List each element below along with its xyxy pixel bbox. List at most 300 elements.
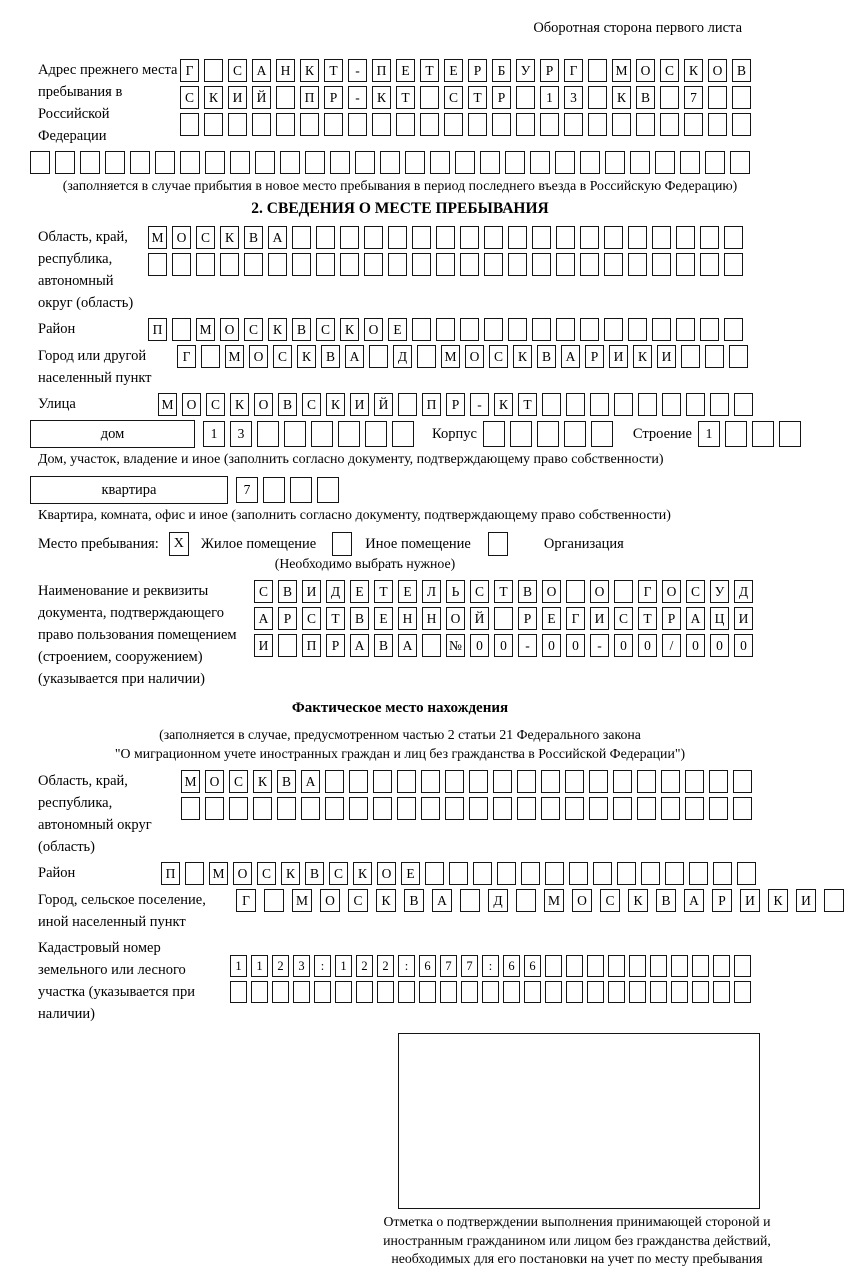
char-box[interactable]: Е xyxy=(398,580,417,603)
char-box[interactable] xyxy=(580,253,599,276)
char-box[interactable]: С xyxy=(470,580,489,603)
char-box[interactable] xyxy=(292,226,311,249)
char-box[interactable] xyxy=(692,981,709,1003)
char-box[interactable] xyxy=(729,345,748,368)
char-box[interactable]: О xyxy=(172,226,191,249)
char-box[interactable] xyxy=(277,797,296,820)
char-box[interactable] xyxy=(605,151,625,174)
char-box[interactable]: Г xyxy=(180,59,199,82)
char-box[interactable]: 1 xyxy=(230,955,247,977)
char-box[interactable] xyxy=(440,981,457,1003)
char-box[interactable] xyxy=(630,151,650,174)
char-box[interactable] xyxy=(369,345,388,368)
char-box[interactable] xyxy=(613,770,632,793)
apartment-type-box[interactable]: квартира xyxy=(30,476,228,504)
char-box[interactable] xyxy=(420,86,439,109)
char-box[interactable]: П xyxy=(422,393,441,416)
char-box[interactable]: Н xyxy=(398,607,417,630)
char-box[interactable] xyxy=(556,318,575,341)
char-box[interactable]: С xyxy=(660,59,679,82)
char-box[interactable] xyxy=(204,113,223,136)
char-box[interactable] xyxy=(593,862,612,885)
char-box[interactable] xyxy=(276,113,295,136)
char-box[interactable]: Г xyxy=(236,889,256,912)
char-box[interactable] xyxy=(55,151,75,174)
char-box[interactable] xyxy=(293,981,310,1003)
char-box[interactable] xyxy=(517,797,536,820)
char-box[interactable] xyxy=(257,421,279,447)
char-box[interactable] xyxy=(314,981,331,1003)
char-box[interactable] xyxy=(613,797,632,820)
char-box[interactable] xyxy=(580,318,599,341)
char-box[interactable] xyxy=(180,113,199,136)
char-box[interactable] xyxy=(317,477,339,503)
char-box[interactable] xyxy=(252,113,271,136)
char-box[interactable]: С xyxy=(302,607,321,630)
char-box[interactable]: 0 xyxy=(614,634,633,657)
char-box[interactable] xyxy=(220,253,239,276)
char-box[interactable]: 7 xyxy=(236,477,258,503)
char-box[interactable] xyxy=(348,113,367,136)
char-box[interactable] xyxy=(230,981,247,1003)
char-box[interactable] xyxy=(628,318,647,341)
char-box[interactable] xyxy=(608,981,625,1003)
char-box[interactable] xyxy=(588,86,607,109)
char-box[interactable] xyxy=(324,113,343,136)
char-box[interactable] xyxy=(305,151,325,174)
char-box[interactable]: О xyxy=(708,59,727,82)
char-box[interactable] xyxy=(724,318,743,341)
char-box[interactable] xyxy=(652,253,671,276)
char-box[interactable] xyxy=(734,393,753,416)
char-box[interactable] xyxy=(268,253,287,276)
char-box[interactable]: С xyxy=(316,318,335,341)
char-box[interactable] xyxy=(480,151,500,174)
char-box[interactable]: И xyxy=(350,393,369,416)
char-box[interactable]: Й xyxy=(252,86,271,109)
char-box[interactable] xyxy=(588,113,607,136)
dwelling-checkbox[interactable]: X xyxy=(169,532,189,556)
char-box[interactable]: О xyxy=(220,318,239,341)
char-box[interactable]: К xyxy=(684,59,703,82)
char-box[interactable]: В xyxy=(350,607,369,630)
char-box[interactable] xyxy=(180,151,200,174)
char-box[interactable] xyxy=(493,797,512,820)
char-box[interactable]: М xyxy=(158,393,177,416)
char-box[interactable] xyxy=(590,393,609,416)
char-box[interactable] xyxy=(417,345,436,368)
char-box[interactable]: У xyxy=(710,580,729,603)
char-box[interactable] xyxy=(641,862,660,885)
char-box[interactable] xyxy=(612,113,631,136)
char-box[interactable]: М xyxy=(612,59,631,82)
char-box[interactable]: В xyxy=(278,393,297,416)
char-box[interactable]: Р xyxy=(326,634,345,657)
char-box[interactable]: С xyxy=(254,580,273,603)
char-box[interactable] xyxy=(686,393,705,416)
char-box[interactable]: Л xyxy=(422,580,441,603)
char-box[interactable]: № xyxy=(446,634,465,657)
char-box[interactable] xyxy=(516,113,535,136)
char-box[interactable] xyxy=(660,86,679,109)
char-box[interactable]: В xyxy=(244,226,263,249)
char-box[interactable] xyxy=(608,955,625,977)
char-box[interactable]: А xyxy=(684,889,704,912)
char-box[interactable] xyxy=(497,862,516,885)
char-box[interactable] xyxy=(436,226,455,249)
char-box[interactable] xyxy=(468,113,487,136)
char-box[interactable]: 2 xyxy=(356,955,373,977)
char-box[interactable] xyxy=(377,981,394,1003)
char-box[interactable] xyxy=(196,253,215,276)
char-box[interactable]: А xyxy=(432,889,452,912)
char-box[interactable]: К xyxy=(376,889,396,912)
char-box[interactable]: 1 xyxy=(698,421,720,447)
char-box[interactable]: С xyxy=(273,345,292,368)
char-box[interactable] xyxy=(230,151,250,174)
char-box[interactable] xyxy=(148,253,167,276)
char-box[interactable]: К xyxy=(326,393,345,416)
char-box[interactable] xyxy=(516,86,535,109)
char-box[interactable] xyxy=(524,981,541,1003)
char-box[interactable] xyxy=(30,151,50,174)
char-box[interactable]: П xyxy=(372,59,391,82)
char-box[interactable]: С xyxy=(302,393,321,416)
char-box[interactable]: 6 xyxy=(503,955,520,977)
char-box[interactable]: М xyxy=(441,345,460,368)
char-box[interactable] xyxy=(713,862,732,885)
char-box[interactable]: К xyxy=(220,226,239,249)
char-box[interactable]: В xyxy=(278,580,297,603)
char-box[interactable] xyxy=(365,421,387,447)
char-box[interactable] xyxy=(737,862,756,885)
char-box[interactable] xyxy=(661,797,680,820)
char-box[interactable] xyxy=(752,421,774,447)
char-box[interactable] xyxy=(349,770,368,793)
char-box[interactable] xyxy=(205,797,224,820)
char-box[interactable]: 7 xyxy=(440,955,457,977)
char-box[interactable]: Р xyxy=(492,86,511,109)
char-box[interactable]: К xyxy=(494,393,513,416)
char-box[interactable] xyxy=(732,86,751,109)
char-box[interactable]: 0 xyxy=(566,634,585,657)
char-box[interactable] xyxy=(392,421,414,447)
char-box[interactable] xyxy=(724,226,743,249)
char-box[interactable] xyxy=(436,253,455,276)
char-box[interactable] xyxy=(316,253,335,276)
char-box[interactable]: 3 xyxy=(564,86,583,109)
char-box[interactable]: Ь xyxy=(446,580,465,603)
char-box[interactable] xyxy=(278,634,297,657)
char-box[interactable]: Т xyxy=(494,580,513,603)
char-box[interactable] xyxy=(676,253,695,276)
char-box[interactable]: 1 xyxy=(251,955,268,977)
char-box[interactable]: И xyxy=(228,86,247,109)
char-box[interactable]: И xyxy=(254,634,273,657)
char-box[interactable]: : xyxy=(398,955,415,977)
char-box[interactable] xyxy=(251,981,268,1003)
char-box[interactable]: В xyxy=(518,580,537,603)
char-box[interactable] xyxy=(201,345,220,368)
char-box[interactable]: 1 xyxy=(203,421,225,447)
char-box[interactable]: С xyxy=(229,770,248,793)
char-box[interactable]: К xyxy=(204,86,223,109)
char-box[interactable]: Т xyxy=(396,86,415,109)
char-box[interactable] xyxy=(628,226,647,249)
char-box[interactable]: К xyxy=(300,59,319,82)
char-box[interactable]: О xyxy=(572,889,592,912)
char-box[interactable]: М xyxy=(196,318,215,341)
char-box[interactable]: С xyxy=(329,862,348,885)
char-box[interactable] xyxy=(532,226,551,249)
char-box[interactable] xyxy=(700,226,719,249)
char-box[interactable]: С xyxy=(686,580,705,603)
char-box[interactable] xyxy=(732,113,751,136)
char-box[interactable] xyxy=(130,151,150,174)
char-box[interactable]: К xyxy=(253,770,272,793)
char-box[interactable] xyxy=(708,113,727,136)
char-box[interactable] xyxy=(681,345,700,368)
char-box[interactable] xyxy=(397,770,416,793)
char-box[interactable]: К xyxy=(340,318,359,341)
char-box[interactable]: М xyxy=(209,862,228,885)
char-box[interactable]: Н xyxy=(276,59,295,82)
char-box[interactable]: - xyxy=(518,634,537,657)
char-box[interactable]: М xyxy=(225,345,244,368)
char-box[interactable]: С xyxy=(206,393,225,416)
char-box[interactable]: М xyxy=(292,889,312,912)
char-box[interactable]: В xyxy=(292,318,311,341)
char-box[interactable] xyxy=(566,955,583,977)
char-box[interactable] xyxy=(569,862,588,885)
char-box[interactable] xyxy=(530,151,550,174)
char-box[interactable] xyxy=(689,862,708,885)
char-box[interactable]: 0 xyxy=(470,634,489,657)
char-box[interactable] xyxy=(508,318,527,341)
char-box[interactable] xyxy=(671,981,688,1003)
char-box[interactable] xyxy=(516,889,536,912)
char-box[interactable] xyxy=(405,151,425,174)
char-box[interactable]: Д xyxy=(488,889,508,912)
char-box[interactable]: А xyxy=(252,59,271,82)
char-box[interactable]: А xyxy=(301,770,320,793)
char-box[interactable] xyxy=(617,862,636,885)
char-box[interactable] xyxy=(713,955,730,977)
char-box[interactable]: Г xyxy=(638,580,657,603)
char-box[interactable]: С xyxy=(489,345,508,368)
char-box[interactable] xyxy=(660,113,679,136)
char-box[interactable] xyxy=(172,318,191,341)
char-box[interactable] xyxy=(521,862,540,885)
char-box[interactable] xyxy=(253,797,272,820)
char-box[interactable]: В xyxy=(656,889,676,912)
char-box[interactable]: Р xyxy=(468,59,487,82)
char-box[interactable]: Д xyxy=(326,580,345,603)
char-box[interactable]: Р xyxy=(278,607,297,630)
char-box[interactable] xyxy=(540,113,559,136)
char-box[interactable] xyxy=(460,318,479,341)
char-box[interactable] xyxy=(482,981,499,1003)
char-box[interactable]: К xyxy=(353,862,372,885)
char-box[interactable] xyxy=(421,770,440,793)
char-box[interactable]: : xyxy=(482,955,499,977)
char-box[interactable] xyxy=(340,253,359,276)
char-box[interactable] xyxy=(205,151,225,174)
char-box[interactable]: С xyxy=(444,86,463,109)
char-box[interactable]: - xyxy=(590,634,609,657)
char-box[interactable]: 0 xyxy=(542,634,561,657)
char-box[interactable]: К xyxy=(297,345,316,368)
char-box[interactable] xyxy=(460,226,479,249)
char-box[interactable]: К xyxy=(612,86,631,109)
char-box[interactable]: О xyxy=(205,770,224,793)
char-box[interactable] xyxy=(280,151,300,174)
char-box[interactable]: Т xyxy=(324,59,343,82)
char-box[interactable] xyxy=(155,151,175,174)
char-box[interactable] xyxy=(565,797,584,820)
char-box[interactable] xyxy=(700,318,719,341)
char-box[interactable]: К xyxy=(230,393,249,416)
char-box[interactable]: В xyxy=(305,862,324,885)
char-box[interactable] xyxy=(325,770,344,793)
char-box[interactable]: Р xyxy=(518,607,537,630)
char-box[interactable]: О xyxy=(377,862,396,885)
char-box[interactable] xyxy=(364,226,383,249)
char-box[interactable] xyxy=(604,318,623,341)
char-box[interactable]: 3 xyxy=(230,421,252,447)
char-box[interactable] xyxy=(545,981,562,1003)
char-box[interactable]: О xyxy=(320,889,340,912)
char-box[interactable]: И xyxy=(734,607,753,630)
char-box[interactable] xyxy=(185,862,204,885)
char-box[interactable] xyxy=(445,797,464,820)
char-box[interactable] xyxy=(473,862,492,885)
char-box[interactable]: И xyxy=(590,607,609,630)
char-box[interactable] xyxy=(705,151,725,174)
char-box[interactable] xyxy=(671,955,688,977)
char-box[interactable] xyxy=(244,253,263,276)
char-box[interactable] xyxy=(542,393,561,416)
char-box[interactable] xyxy=(373,770,392,793)
char-box[interactable] xyxy=(637,797,656,820)
char-box[interactable] xyxy=(705,345,724,368)
char-box[interactable] xyxy=(545,862,564,885)
char-box[interactable] xyxy=(412,318,431,341)
char-box[interactable]: К xyxy=(281,862,300,885)
char-box[interactable]: Р xyxy=(446,393,465,416)
char-box[interactable] xyxy=(105,151,125,174)
char-box[interactable] xyxy=(484,253,503,276)
char-box[interactable]: 0 xyxy=(734,634,753,657)
char-box[interactable] xyxy=(604,253,623,276)
char-box[interactable]: Е xyxy=(350,580,369,603)
char-box[interactable]: С xyxy=(600,889,620,912)
char-box[interactable] xyxy=(398,393,417,416)
char-box[interactable]: О xyxy=(465,345,484,368)
char-box[interactable]: А xyxy=(350,634,369,657)
char-box[interactable] xyxy=(301,797,320,820)
char-box[interactable]: С xyxy=(244,318,263,341)
char-box[interactable] xyxy=(665,862,684,885)
char-box[interactable] xyxy=(445,770,464,793)
char-box[interactable]: Р xyxy=(324,86,343,109)
char-box[interactable] xyxy=(684,113,703,136)
char-box[interactable] xyxy=(373,797,392,820)
char-box[interactable] xyxy=(503,981,520,1003)
char-box[interactable] xyxy=(566,981,583,1003)
char-box[interactable] xyxy=(461,981,478,1003)
char-box[interactable] xyxy=(629,981,646,1003)
char-box[interactable]: В xyxy=(321,345,340,368)
char-box[interactable] xyxy=(505,151,525,174)
char-box[interactable]: : xyxy=(314,955,331,977)
char-box[interactable]: 7 xyxy=(461,955,478,977)
char-box[interactable] xyxy=(228,113,247,136)
char-box[interactable] xyxy=(733,797,752,820)
char-box[interactable]: П xyxy=(302,634,321,657)
char-box[interactable] xyxy=(680,151,700,174)
char-box[interactable]: Е xyxy=(401,862,420,885)
char-box[interactable] xyxy=(349,797,368,820)
char-box[interactable]: О xyxy=(233,862,252,885)
char-box[interactable]: О xyxy=(249,345,268,368)
char-box[interactable] xyxy=(388,253,407,276)
char-box[interactable] xyxy=(263,477,285,503)
char-box[interactable]: Д xyxy=(734,580,753,603)
char-box[interactable]: К xyxy=(768,889,788,912)
char-box[interactable] xyxy=(508,253,527,276)
char-box[interactable] xyxy=(661,770,680,793)
char-box[interactable] xyxy=(264,889,284,912)
char-box[interactable] xyxy=(564,113,583,136)
char-box[interactable] xyxy=(604,226,623,249)
char-box[interactable]: 1 xyxy=(335,955,352,977)
char-box[interactable] xyxy=(589,770,608,793)
char-box[interactable] xyxy=(580,151,600,174)
char-box[interactable] xyxy=(396,113,415,136)
char-box[interactable]: Р xyxy=(585,345,604,368)
char-box[interactable] xyxy=(484,226,503,249)
char-box[interactable] xyxy=(430,151,450,174)
char-box[interactable] xyxy=(733,770,752,793)
char-box[interactable] xyxy=(340,226,359,249)
char-box[interactable]: О xyxy=(590,580,609,603)
char-box[interactable] xyxy=(628,253,647,276)
char-box[interactable]: В xyxy=(404,889,424,912)
char-box[interactable] xyxy=(388,226,407,249)
char-box[interactable]: Т xyxy=(374,580,393,603)
char-box[interactable] xyxy=(580,226,599,249)
char-box[interactable] xyxy=(532,318,551,341)
char-box[interactable] xyxy=(412,226,431,249)
char-box[interactable]: У xyxy=(516,59,535,82)
char-box[interactable]: Р xyxy=(540,59,559,82)
char-box[interactable] xyxy=(292,253,311,276)
char-box[interactable] xyxy=(655,151,675,174)
char-box[interactable] xyxy=(469,770,488,793)
char-box[interactable] xyxy=(824,889,844,912)
char-box[interactable]: Г xyxy=(564,59,583,82)
char-box[interactable]: Е xyxy=(388,318,407,341)
char-box[interactable]: В xyxy=(374,634,393,657)
char-box[interactable] xyxy=(311,421,333,447)
char-box[interactable] xyxy=(493,770,512,793)
char-box[interactable] xyxy=(734,981,751,1003)
char-box[interactable]: - xyxy=(348,86,367,109)
char-box[interactable] xyxy=(398,981,415,1003)
char-box[interactable] xyxy=(204,59,223,82)
char-box[interactable] xyxy=(436,318,455,341)
